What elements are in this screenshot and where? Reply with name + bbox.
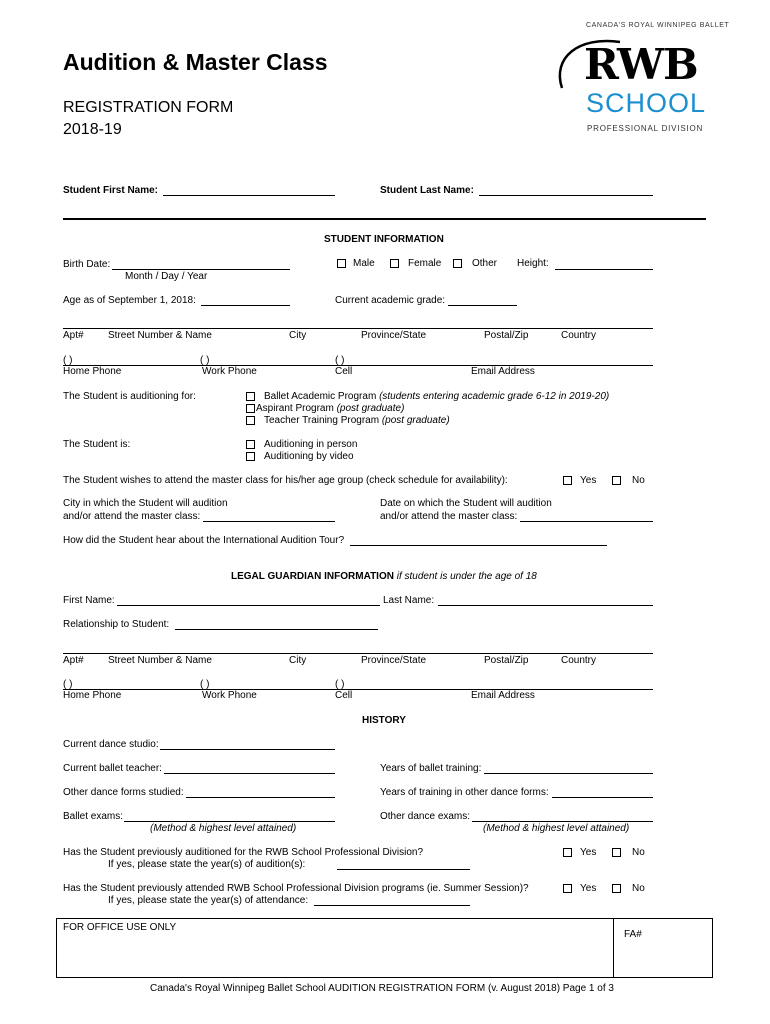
email-label: Email Address	[471, 366, 535, 377]
guardian-phone-field[interactable]	[63, 689, 653, 690]
prev-attended-yes-label: Yes	[580, 883, 597, 894]
height-field[interactable]	[555, 269, 653, 270]
guardian-home-phone-label: Home Phone	[63, 690, 122, 701]
other-forms-field[interactable]	[186, 797, 335, 798]
prev-auditioned-no-checkbox[interactable]	[612, 848, 621, 857]
logo-tagline: CANADA'S ROYAL WINNIPEG BALLET	[586, 22, 730, 29]
guardian-addr-street-label: Street Number & Name	[108, 655, 212, 666]
addr-country-label: Country	[561, 330, 597, 341]
prev-auditioned-label: Has the Student previously auditioned for the RWB School Professional Division?	[63, 847, 424, 858]
male-label: Male	[353, 258, 375, 269]
guardian-last-name-field[interactable]	[438, 605, 653, 606]
grade-field[interactable]	[448, 305, 517, 306]
male-checkbox[interactable]	[337, 259, 346, 268]
female-label: Female	[408, 258, 442, 269]
fa-label: FA#	[624, 929, 642, 940]
guardian-address-field[interactable]	[63, 653, 653, 654]
student-last-name-field[interactable]	[479, 195, 653, 196]
form-title: Audition & Master Class	[63, 49, 328, 75]
other-label: Other	[472, 258, 498, 269]
date-audition-field[interactable]	[520, 521, 653, 522]
years-ballet-label: Years of ballet training:	[380, 763, 482, 774]
studio-field[interactable]	[160, 749, 335, 750]
age-field[interactable]	[201, 305, 290, 306]
logo-division: PROFESSIONAL DIVISION	[587, 124, 704, 133]
birth-date-label: Birth Date:	[63, 259, 111, 270]
student-first-name-label: Student First Name:	[63, 185, 159, 196]
address-field[interactable]	[63, 328, 653, 329]
other-exams-hint: (Method & highest level attained)	[483, 823, 630, 834]
addr-postal-label: Postal/Zip	[484, 330, 529, 341]
master-class-no-label: No	[632, 475, 645, 486]
guardian-addr-province-label: Province/State	[361, 655, 427, 666]
other-exams-field[interactable]	[472, 821, 653, 822]
by-video-label: Auditioning by video	[264, 451, 354, 462]
phone-field[interactable]	[63, 365, 653, 366]
prev-auditioned-years-label: If yes, please state the year(s) of audition(s):	[108, 859, 306, 870]
date-audition-label-2: and/or attend the master class:	[380, 511, 518, 522]
master-class-yes-checkbox[interactable]	[563, 476, 572, 485]
by-video-checkbox[interactable]	[246, 452, 255, 461]
fa-box[interactable]	[613, 918, 713, 978]
aspirant-program-label: Aspirant Program (post graduate)	[256, 403, 405, 414]
birth-date-hint: Month / Day / Year	[125, 271, 208, 282]
prev-auditioned-no-label: No	[632, 847, 645, 858]
addr-province-label: Province/State	[361, 330, 427, 341]
ballet-exams-label: Ballet exams:	[63, 811, 124, 822]
height-label: Height:	[517, 258, 549, 269]
guardian-home-phone-area: ( )	[63, 679, 73, 690]
prev-auditioned-yes-label: Yes	[580, 847, 597, 858]
student-first-name-field[interactable]	[163, 195, 335, 196]
home-phone-label: Home Phone	[63, 366, 122, 377]
relationship-label: Relationship to Student:	[63, 619, 170, 630]
prev-attended-no-checkbox[interactable]	[612, 884, 621, 893]
guardian-addr-country-label: Country	[561, 655, 597, 666]
guardian-last-name-label: Last Name:	[383, 595, 435, 606]
guardian-addr-city-label: City	[289, 655, 307, 666]
guardian-work-phone-label: Work Phone	[202, 690, 257, 701]
years-other-label: Years of training in other dance forms:	[380, 787, 549, 798]
guardian-cell-label: Cell	[335, 690, 353, 701]
guardian-addr-postal-label: Postal/Zip	[484, 655, 529, 666]
student-is-label: The Student is:	[63, 439, 131, 450]
ballet-exams-field[interactable]	[124, 821, 335, 822]
aspirant-program-checkbox[interactable]	[246, 404, 255, 413]
other-checkbox[interactable]	[453, 259, 462, 268]
relationship-field[interactable]	[175, 629, 378, 630]
prev-attended-yes-checkbox[interactable]	[563, 884, 572, 893]
teacher-field[interactable]	[164, 773, 335, 774]
in-person-checkbox[interactable]	[246, 440, 255, 449]
prev-attended-no-label: No	[632, 883, 645, 894]
addr-street-label: Street Number & Name	[108, 330, 212, 341]
prev-attended-years-label: If yes, please state the year(s) of attendance:	[108, 895, 309, 906]
addr-apt-label: Apt#	[63, 330, 84, 341]
master-class-yes-label: Yes	[580, 475, 597, 486]
teacher-program-checkbox[interactable]	[246, 416, 255, 425]
age-label: Age as of September 1, 2018:	[63, 295, 196, 306]
master-class-label: The Student wishes to attend the master class for his/her age group (check schedule for availability):	[63, 475, 508, 486]
in-person-label: Auditioning in person	[264, 439, 358, 450]
work-phone-label: Work Phone	[202, 366, 257, 377]
teacher-program-label: Teacher Training Program (post graduate)	[264, 415, 450, 426]
home-phone-area: ( )	[63, 355, 73, 366]
prev-attended-years-field[interactable]	[314, 905, 470, 906]
guardian-first-name-field[interactable]	[117, 605, 380, 606]
logo-school: SCHOOL	[586, 88, 707, 118]
guardian-first-name-label: First Name:	[63, 595, 115, 606]
date-audition-label-1: Date on which the Student will audition	[380, 498, 552, 509]
student-info-heading: STUDENT INFORMATION	[324, 234, 444, 245]
prev-auditioned-yes-checkbox[interactable]	[563, 848, 572, 857]
cell-area: ( )	[335, 355, 345, 366]
city-audition-field[interactable]	[203, 521, 335, 522]
addr-city-label: City	[289, 330, 307, 341]
form-subtitle: REGISTRATION FORM	[63, 99, 234, 116]
hear-about-field[interactable]	[350, 545, 607, 546]
studio-label: Current dance studio:	[63, 739, 159, 750]
ballet-program-label: Ballet Academic Program (students entering academic grade 6-12 in 2019-20)	[264, 391, 610, 402]
other-forms-label: Other dance forms studied:	[63, 787, 184, 798]
female-checkbox[interactable]	[390, 259, 399, 268]
hear-about-label: How did the Student hear about the International Audition Tour?	[63, 535, 345, 546]
cell-label: Cell	[335, 366, 353, 377]
birth-date-field[interactable]	[112, 269, 290, 270]
years-other-field[interactable]	[552, 797, 653, 798]
student-last-name-label: Student Last Name:	[380, 185, 474, 196]
master-class-no-checkbox[interactable]	[612, 476, 621, 485]
history-heading: HISTORY	[362, 715, 406, 726]
office-use-label: FOR OFFICE USE ONLY	[63, 922, 177, 933]
guardian-heading: LEGAL GUARDIAN INFORMATION if student is under the age of 18	[231, 571, 537, 582]
guardian-work-phone-area: ( )	[200, 679, 210, 690]
years-ballet-field[interactable]	[484, 773, 653, 774]
page-footer: Canada's Royal Winnipeg Ballet School AUDITION REGISTRATION FORM (v. August 2018) Page 1 of 3	[150, 983, 614, 994]
guardian-cell-area: ( )	[335, 679, 345, 690]
work-phone-area: ( )	[200, 355, 210, 366]
city-audition-label-1: City in which the Student will audition	[63, 498, 228, 509]
ballet-program-checkbox[interactable]	[246, 392, 255, 401]
guardian-addr-apt-label: Apt#	[63, 655, 84, 666]
auditioning-for-label: The Student is auditioning for:	[63, 391, 196, 402]
guardian-email-label: Email Address	[471, 690, 535, 701]
section-divider	[63, 218, 706, 220]
prev-attended-label: Has the Student previously attended RWB School Professional Division programs (ie. Summer Session)?	[63, 883, 529, 894]
teacher-label: Current ballet teacher:	[63, 763, 162, 774]
grade-label: Current academic grade:	[335, 295, 446, 306]
logo-rwb: RWB	[584, 40, 698, 89]
ballet-exams-hint: (Method & highest level attained)	[150, 823, 297, 834]
form-year: 2018-19	[63, 121, 122, 138]
other-exams-label: Other dance exams:	[380, 811, 471, 822]
prev-auditioned-years-field[interactable]	[337, 869, 470, 870]
city-audition-label-2: and/or attend the master class:	[63, 511, 201, 522]
